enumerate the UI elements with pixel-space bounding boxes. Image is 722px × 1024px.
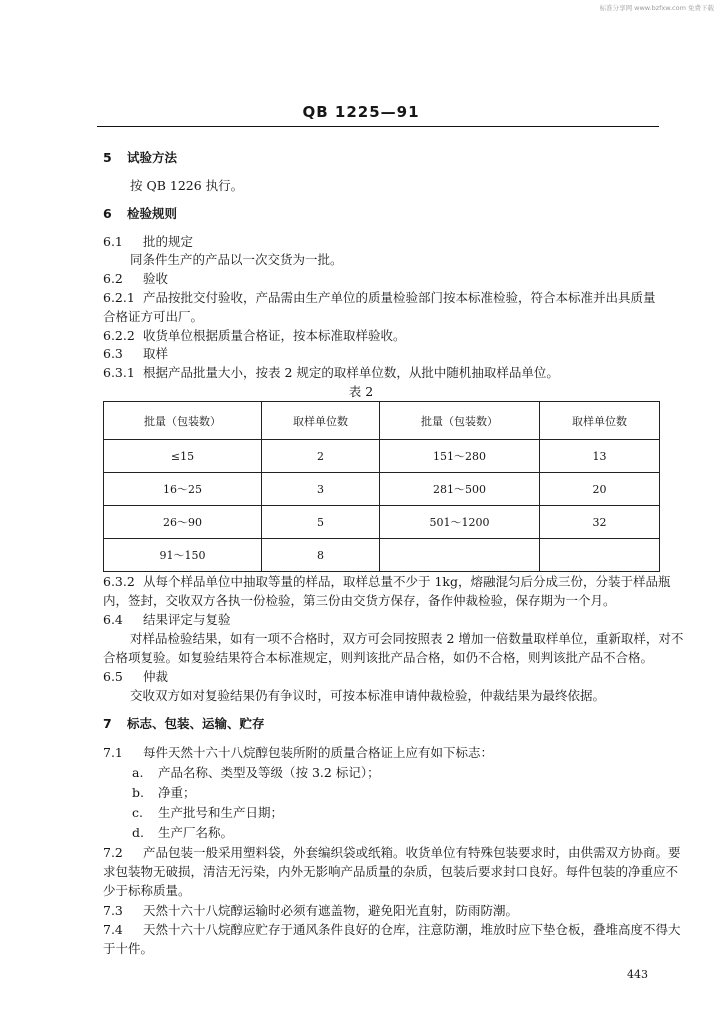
section-7-heading: 7 标志、包装、运输、贮存 (103, 716, 265, 731)
table-cell: 5 (262, 506, 380, 539)
section-6-2-heading: 6.2 验收 (103, 271, 169, 286)
section-6-4-line2: 合格项复验。如复验结果符合本标准规定，则判该批产品合格，如仍不合格，则判该批产品不合格。 (103, 650, 654, 665)
section-6-3-heading: 6.3 取样 (103, 346, 169, 361)
section-7-4-line2: 于十件。 (103, 941, 154, 956)
table-cell (540, 539, 660, 572)
table-cell: 281～500 (380, 473, 540, 506)
table-row (104, 473, 660, 506)
table-header-cell: 批量（包装数） (104, 402, 262, 440)
table-cell: 501～1200 (380, 506, 540, 539)
section-6-2-1-line1: 6.2.1 产品按批交付验收，产品需由生产单位的质量检验部门按本标准检验，符合本标准并出具质量 (103, 290, 656, 305)
table-header-cell: 取样单位数 (262, 402, 380, 440)
list-item: d. 生产厂名称。 (132, 825, 234, 840)
table-cell: 16～25 (104, 473, 262, 506)
list-item: b. 净重； (132, 785, 196, 800)
section-5-heading: 5 试验方法 (103, 150, 178, 165)
table-cell: ≤15 (104, 440, 262, 473)
section-6-2-1-line2: 合格证方可出厂。 (103, 309, 204, 324)
table-row (104, 506, 660, 539)
table-cell: 32 (540, 506, 660, 539)
section-7-3: 7.3 天然十六十八烷醇运输时必须有遮盖物，避免阳光直射，防雨防潮。 (103, 903, 519, 918)
section-6-5-heading: 6.5 仲裁 (103, 669, 169, 684)
section-6-3-2-line1: 6.3.2 从每个样品单位中抽取等量的样品，取样总量不少于 1kg，熔融混匀后分成三份，分装于样品瓶 (103, 574, 671, 589)
list-item: a. 产品名称、类型及等级（按 3.2 标记）； (132, 765, 380, 780)
section-6-3-1: 6.3.1 根据产品批量大小，按表 2 规定的取样单位数，从批中随机抽取样品单位。 (103, 365, 559, 380)
section-6-4-line1: 对样品检验结果，如有一项不合格时，双方可会同按照表 2 增加一倍数量取样单位，重新取样，对不 (130, 631, 684, 646)
section-7-1: 7.1 每件天然十六十八烷醇包装所附的质量合格证上应有如下标志： (103, 745, 494, 760)
section-7-4-line1: 7.4 天然十六十八烷醇应贮存于通风条件良好的仓库，注意防潮，堆放时应下垫仓板，叠堆高度不得大 (103, 922, 681, 937)
table-cell: 91～150 (104, 539, 262, 572)
table-header-cell: 批量（包装数） (380, 402, 540, 440)
section-7-2-line3: 少于标称质量。 (103, 883, 191, 898)
section-6-1-text: 同条件生产的产品以一次交货为一批。 (130, 252, 343, 267)
table-row (104, 440, 660, 473)
section-6-heading: 6 检验规则 (103, 206, 178, 221)
section-6-4-heading: 6.4 结果评定与复验 (103, 612, 231, 627)
table-cell: 3 (262, 473, 380, 506)
table-cell: 26～90 (104, 506, 262, 539)
table-cell: 151～280 (380, 440, 540, 473)
header-rule (97, 126, 659, 127)
section-6-1-heading: 6.1 批的规定 (103, 234, 194, 249)
table-cell: 2 (262, 440, 380, 473)
sampling-table (103, 401, 660, 572)
table-cell: 8 (262, 539, 380, 572)
section-6-3-2-line2: 内，签封，交收双方各执一份检验，第三份由交货方保存，备作仲裁检验，保存期为一个月。 (103, 593, 616, 608)
table-cell (380, 539, 540, 572)
table-header-cell: 取样单位数 (540, 402, 660, 440)
table-header-row (104, 402, 660, 440)
standard-code-header: QB 1225—91 (302, 103, 420, 121)
section-7-2-line1: 7.2 产品包装一般采用塑料袋，外套编织袋或纸箱。收货单位有特殊包装要求时，由供需双方协商。要 (103, 845, 681, 860)
site-watermark: 标准分享网 www.bzfxw.com 免费下载 (599, 4, 714, 12)
section-6-2-2: 6.2.2 收货单位根据质量合格证，按本标准取样验收。 (103, 328, 406, 343)
table-cell: 20 (540, 473, 660, 506)
table-row (104, 539, 660, 572)
list-item: c. 生产批号和生产日期； (132, 805, 284, 820)
section-6-5-text: 交收双方如对复验结果仍有争议时，可按本标准申请仲裁检验，仲裁结果为最终依据。 (130, 688, 606, 703)
section-7-2-line2: 求包装物无破损，清洁无污染，内外无影响产品质量的杂质，包装后要求封口良好。每件包装的净重应不 (103, 864, 679, 879)
section-5-text: 按 QB 1226 执行。 (130, 178, 244, 193)
page-number: 443 (627, 968, 648, 981)
table-2-caption: 表 2 (348, 384, 374, 399)
table-cell: 13 (540, 440, 660, 473)
